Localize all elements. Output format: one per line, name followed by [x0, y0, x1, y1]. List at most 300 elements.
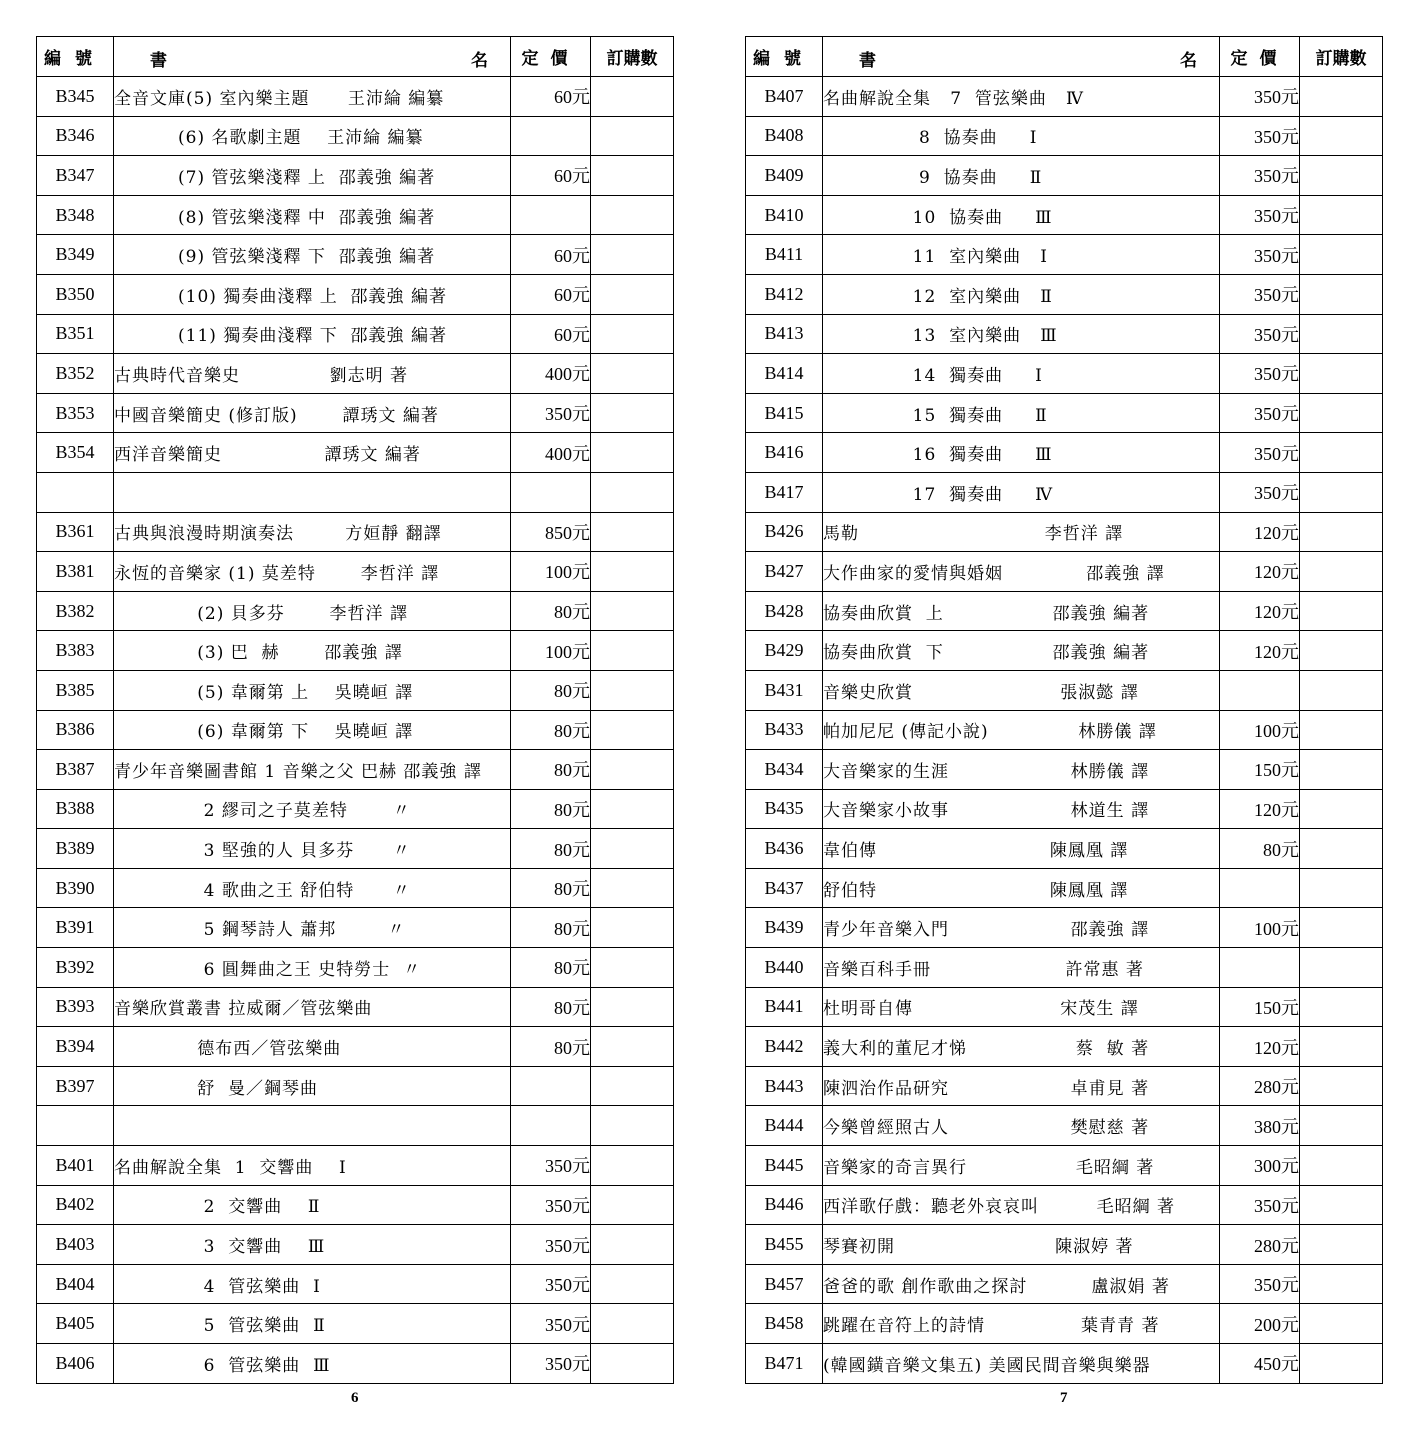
book-price: 280元	[1220, 1225, 1300, 1265]
order-qty-cell[interactable]	[1300, 789, 1383, 829]
table-row	[746, 868, 1383, 908]
table-row	[37, 1106, 674, 1146]
header-code: 編號	[746, 37, 823, 77]
order-qty-cell[interactable]	[1300, 1225, 1383, 1265]
book-title: 舒 曼／鋼琴曲	[114, 1066, 511, 1106]
book-code: B409	[746, 156, 823, 196]
order-qty-cell[interactable]	[1300, 868, 1383, 908]
table-row	[746, 274, 1383, 314]
book-code: B348	[37, 195, 114, 235]
order-qty-cell[interactable]	[591, 631, 674, 671]
book-code: B457	[746, 1264, 823, 1304]
book-price: 60元	[511, 235, 591, 275]
table-header-row	[746, 37, 1383, 77]
order-qty-cell[interactable]	[1300, 948, 1383, 988]
book-title: (5) 韋爾第 上 吳曉峘 譯	[114, 670, 511, 710]
book-code: B350	[37, 274, 114, 314]
book-title: 15 獨奏曲 Ⅱ	[823, 393, 1220, 433]
book-price: 80元	[511, 710, 591, 750]
order-qty-cell[interactable]	[591, 472, 674, 512]
book-price: 350元	[1220, 433, 1300, 473]
header-title	[823, 37, 1220, 77]
book-code: B391	[37, 908, 114, 948]
book-price	[511, 1066, 591, 1106]
book-code: B352	[37, 354, 114, 394]
book-title: 17 獨奏曲 Ⅳ	[823, 472, 1220, 512]
table-row	[37, 631, 674, 671]
book-code: B392	[37, 948, 114, 988]
table-row	[37, 710, 674, 750]
book-code: B431	[746, 670, 823, 710]
book-price: 60元	[511, 77, 591, 117]
table-row	[746, 314, 1383, 354]
book-price: 80元	[511, 948, 591, 988]
order-qty-cell[interactable]	[591, 591, 674, 631]
book-price: 350元	[1220, 1185, 1300, 1225]
book-code: B429	[746, 631, 823, 671]
book-price: 120元	[1220, 552, 1300, 592]
order-qty-cell[interactable]	[1300, 77, 1383, 117]
table-row	[37, 235, 674, 275]
table-row	[37, 156, 674, 196]
book-title: 舒伯特 陳鳳凰 譯	[823, 868, 1220, 908]
order-qty-cell[interactable]	[591, 1185, 674, 1225]
book-price: 100元	[1220, 710, 1300, 750]
book-title: 帕加尼尼 (傳記小說) 林勝儀 譯	[823, 710, 1220, 750]
book-title: 12 室內樂曲 Ⅱ	[823, 274, 1220, 314]
book-code: B446	[746, 1185, 823, 1225]
table-row	[37, 1304, 674, 1344]
book-title: 6 管弦樂曲 Ⅲ	[114, 1344, 511, 1384]
book-title: (3) 巴 赫 邵義強 譯	[114, 631, 511, 671]
book-code: B406	[37, 1344, 114, 1384]
book-code: B428	[746, 591, 823, 631]
order-qty-cell[interactable]	[591, 1106, 674, 1146]
order-qty-cell[interactable]	[1300, 512, 1383, 552]
table-row	[37, 195, 674, 235]
book-price: 450元	[1220, 1344, 1300, 1384]
book-title: 古典與浪漫時期演奏法 方姮靜 翻譯	[114, 512, 511, 552]
page-number-right: 7	[1060, 1390, 1068, 1406]
order-qty-cell[interactable]	[1300, 710, 1383, 750]
book-price: 350元	[1220, 77, 1300, 117]
order-qty-cell[interactable]	[591, 156, 674, 196]
order-qty-cell[interactable]	[1300, 393, 1383, 433]
order-qty-cell[interactable]	[1300, 987, 1383, 1027]
table-row	[37, 512, 674, 552]
header-title-right: 名	[471, 51, 488, 71]
book-code: B389	[37, 829, 114, 869]
order-qty-cell[interactable]	[1300, 1344, 1383, 1384]
table-row	[37, 670, 674, 710]
order-qty-cell[interactable]	[1300, 116, 1383, 156]
book-price	[511, 1106, 591, 1146]
order-qty-cell[interactable]	[1300, 314, 1383, 354]
book-price: 80元	[511, 829, 591, 869]
catalog-table-left	[36, 36, 674, 1384]
order-qty-cell[interactable]	[591, 750, 674, 790]
book-code	[37, 1106, 114, 1146]
order-qty-cell[interactable]	[591, 195, 674, 235]
table-row	[37, 789, 674, 829]
book-price	[511, 472, 591, 512]
table-row	[746, 77, 1383, 117]
book-title: 協奏曲欣賞 上 邵義強 編著	[823, 591, 1220, 631]
book-price: 80元	[511, 1027, 591, 1067]
book-code: B408	[746, 116, 823, 156]
book-title: 8 協奏曲 Ⅰ	[823, 116, 1220, 156]
book-code: B435	[746, 789, 823, 829]
order-qty-cell[interactable]	[591, 552, 674, 592]
book-code: B444	[746, 1106, 823, 1146]
header-qty: 訂購數	[1300, 37, 1383, 77]
table-row	[37, 948, 674, 988]
book-code: B404	[37, 1264, 114, 1304]
book-code: B397	[37, 1066, 114, 1106]
book-code: B433	[746, 710, 823, 750]
order-qty-cell[interactable]	[1300, 1066, 1383, 1106]
order-qty-cell[interactable]	[591, 116, 674, 156]
header-title-right: 名	[1180, 51, 1197, 71]
book-code: B445	[746, 1146, 823, 1186]
table-row	[37, 591, 674, 631]
book-price: 80元	[511, 868, 591, 908]
book-title: 韋伯傳 陳鳳凰 譯	[823, 829, 1220, 869]
book-price: 350元	[1220, 393, 1300, 433]
book-code: B407	[746, 77, 823, 117]
order-qty-cell[interactable]	[1300, 591, 1383, 631]
book-price: 350元	[511, 1225, 591, 1265]
order-qty-cell[interactable]	[591, 1066, 674, 1106]
order-qty-cell[interactable]	[591, 1344, 674, 1384]
book-title: 義大利的董尼才悌 蔡 敏 著	[823, 1027, 1220, 1067]
table-row	[37, 433, 674, 473]
order-qty-cell[interactable]	[1300, 1264, 1383, 1304]
book-title: 4 歌曲之王 舒伯特 〃	[114, 868, 511, 908]
table-row	[746, 1264, 1383, 1304]
book-price: 350元	[511, 1185, 591, 1225]
book-title: 大作曲家的愛情與婚姻 邵義強 譯	[823, 552, 1220, 592]
order-qty-cell[interactable]	[591, 710, 674, 750]
order-qty-cell[interactable]	[591, 789, 674, 829]
book-code: B440	[746, 948, 823, 988]
book-title: (韓國鐄音樂文集五) 美國民間音樂與樂器	[823, 1344, 1220, 1384]
table-row	[746, 670, 1383, 710]
book-code: B361	[37, 512, 114, 552]
book-price: 350元	[1220, 472, 1300, 512]
book-code: B411	[746, 235, 823, 275]
header-price: 定價	[1220, 37, 1300, 77]
book-code: B393	[37, 987, 114, 1027]
order-qty-cell[interactable]	[591, 77, 674, 117]
book-title: 古典時代音樂史 劉志明 著	[114, 354, 511, 394]
table-row	[37, 77, 674, 117]
table-row	[746, 433, 1383, 473]
book-code: B390	[37, 868, 114, 908]
order-qty-cell[interactable]	[591, 512, 674, 552]
book-price	[1220, 868, 1300, 908]
order-qty-cell[interactable]	[1300, 1027, 1383, 1067]
table-row	[746, 156, 1383, 196]
order-qty-cell[interactable]	[1300, 829, 1383, 869]
book-price: 350元	[1220, 1264, 1300, 1304]
book-title	[114, 472, 511, 512]
table-row	[37, 750, 674, 790]
book-price	[511, 195, 591, 235]
table-row	[37, 1344, 674, 1384]
book-code: B387	[37, 750, 114, 790]
book-title: 11 室內樂曲 Ⅰ	[823, 235, 1220, 275]
order-qty-cell[interactable]	[591, 1225, 674, 1265]
order-qty-cell[interactable]	[591, 1264, 674, 1304]
book-title: 馬勒 李哲洋 譯	[823, 512, 1220, 552]
book-price: 350元	[1220, 274, 1300, 314]
book-price: 80元	[511, 908, 591, 948]
order-qty-cell[interactable]	[591, 393, 674, 433]
book-code: B382	[37, 591, 114, 631]
book-title: 今樂曾經照古人 樊慰慈 著	[823, 1106, 1220, 1146]
book-title: 大音樂家小故事 林道生 譯	[823, 789, 1220, 829]
table-row	[746, 195, 1383, 235]
book-price: 60元	[511, 274, 591, 314]
order-qty-cell[interactable]	[1300, 354, 1383, 394]
book-title: 永恆的音樂家 (1) 莫差特 李哲洋 譯	[114, 552, 511, 592]
book-price: 100元	[511, 631, 591, 671]
book-code: B443	[746, 1066, 823, 1106]
order-qty-cell[interactable]	[591, 1304, 674, 1344]
book-title: 名曲解說全集 7 管弦樂曲 Ⅳ	[823, 77, 1220, 117]
order-qty-cell[interactable]	[591, 433, 674, 473]
order-qty-cell[interactable]	[1300, 908, 1383, 948]
book-price: 350元	[511, 393, 591, 433]
book-code: B410	[746, 195, 823, 235]
book-title: 6 圓舞曲之王 史特勞士 〃	[114, 948, 511, 988]
table-row	[746, 1027, 1383, 1067]
catalog-table-right	[745, 36, 1383, 1384]
book-title: 西洋音樂簡史 譚琇文 編著	[114, 433, 511, 473]
book-price	[1220, 670, 1300, 710]
order-qty-cell[interactable]	[1300, 235, 1383, 275]
order-qty-cell[interactable]	[1300, 1146, 1383, 1186]
book-code: B441	[746, 987, 823, 1027]
order-qty-cell[interactable]	[1300, 195, 1383, 235]
book-title: 3 交響曲 Ⅲ	[114, 1225, 511, 1265]
table-row	[37, 829, 674, 869]
table-row	[746, 631, 1383, 671]
order-qty-cell[interactable]	[1300, 156, 1383, 196]
book-title: 5 鋼琴詩人 蕭邦 〃	[114, 908, 511, 948]
table-row	[37, 354, 674, 394]
table-row	[746, 1146, 1383, 1186]
order-qty-cell[interactable]	[1300, 274, 1383, 314]
book-code: B383	[37, 631, 114, 671]
table-row	[746, 710, 1383, 750]
book-title: 青少年音樂圖書館 1 音樂之父 巴赫 邵義強 譯	[114, 750, 511, 790]
order-qty-cell[interactable]	[591, 314, 674, 354]
book-price: 400元	[511, 354, 591, 394]
order-qty-cell[interactable]	[1300, 631, 1383, 671]
book-title: (8) 管弦樂淺釋 中 邵義強 編著	[114, 195, 511, 235]
book-title: (6) 韋爾第 下 吳曉峘 譯	[114, 710, 511, 750]
book-code: B415	[746, 393, 823, 433]
table-row	[746, 1225, 1383, 1265]
book-code: B458	[746, 1304, 823, 1344]
header-price: 定價	[511, 37, 591, 77]
book-title: 德布西／管弦樂曲	[114, 1027, 511, 1067]
order-qty-cell[interactable]	[591, 829, 674, 869]
book-price: 100元	[511, 552, 591, 592]
book-price: 80元	[1220, 829, 1300, 869]
table-row	[746, 908, 1383, 948]
book-price: 60元	[511, 156, 591, 196]
order-qty-cell[interactable]	[591, 948, 674, 988]
book-price: 120元	[1220, 631, 1300, 671]
order-qty-cell[interactable]	[1300, 750, 1383, 790]
table-row	[746, 354, 1383, 394]
catalog-page-left	[36, 36, 674, 1384]
table-row	[746, 1106, 1383, 1146]
book-price: 350元	[511, 1304, 591, 1344]
book-title: 9 協奏曲 Ⅱ	[823, 156, 1220, 196]
table-row	[37, 274, 674, 314]
table-row	[746, 512, 1383, 552]
order-qty-cell[interactable]	[591, 908, 674, 948]
book-title: (7) 管弦樂淺釋 上 邵義強 編著	[114, 156, 511, 196]
table-row	[746, 1185, 1383, 1225]
book-title: 4 管弦樂曲 Ⅰ	[114, 1264, 511, 1304]
book-title: 音樂史欣賞 張淑懿 譯	[823, 670, 1220, 710]
book-code: B405	[37, 1304, 114, 1344]
order-qty-cell[interactable]	[1300, 472, 1383, 512]
book-price: 380元	[1220, 1106, 1300, 1146]
book-code: B413	[746, 314, 823, 354]
order-qty-cell[interactable]	[591, 868, 674, 908]
book-title: 3 堅強的人 貝多芬 〃	[114, 829, 511, 869]
book-title: 16 獨奏曲 Ⅲ	[823, 433, 1220, 473]
book-title: 西洋歌仔戲：聽老外哀哀叫 毛昭綱 著	[823, 1185, 1220, 1225]
book-code: B434	[746, 750, 823, 790]
book-title: 協奏曲欣賞 下 邵義強 編著	[823, 631, 1220, 671]
order-qty-cell[interactable]	[1300, 1304, 1383, 1344]
book-code: B426	[746, 512, 823, 552]
book-title: 跳躍在音符上的詩情 葉青青 著	[823, 1304, 1220, 1344]
order-qty-cell[interactable]	[591, 235, 674, 275]
book-title: (11) 獨奏曲淺釋 下 邵義強 編著	[114, 314, 511, 354]
book-price: 280元	[1220, 1066, 1300, 1106]
book-code: B437	[746, 868, 823, 908]
book-code: B349	[37, 235, 114, 275]
order-qty-cell[interactable]	[591, 274, 674, 314]
order-qty-cell[interactable]	[1300, 552, 1383, 592]
book-price: 100元	[1220, 908, 1300, 948]
book-code: B388	[37, 789, 114, 829]
book-code: B403	[37, 1225, 114, 1265]
order-qty-cell[interactable]	[1300, 1106, 1383, 1146]
book-title: 青少年音樂入門 邵義強 譯	[823, 908, 1220, 948]
book-title: 名曲解說全集 1 交響曲 Ⅰ	[114, 1146, 511, 1186]
book-title: 10 協奏曲 Ⅲ	[823, 195, 1220, 235]
table-row	[746, 1344, 1383, 1384]
book-title: (9) 管弦樂淺釋 下 邵義強 編著	[114, 235, 511, 275]
book-price: 80元	[511, 987, 591, 1027]
order-qty-cell[interactable]	[591, 1146, 674, 1186]
book-title: 全音文庫(5) 室內樂主題 王沛綸 編纂	[114, 77, 511, 117]
header-title	[114, 37, 511, 77]
table-body-left	[37, 77, 674, 1384]
book-price: 80元	[511, 591, 591, 631]
book-title: 2 繆司之子莫差特 〃	[114, 789, 511, 829]
book-price: 60元	[511, 314, 591, 354]
table-row	[37, 1225, 674, 1265]
table-row	[37, 908, 674, 948]
book-title: 大音樂家的生涯 林勝儀 譯	[823, 750, 1220, 790]
header-title-left: 書	[150, 51, 167, 71]
book-title: (10) 獨奏曲淺釋 上 邵義強 編著	[114, 274, 511, 314]
book-code: B345	[37, 77, 114, 117]
book-price: 350元	[1220, 195, 1300, 235]
book-code: B427	[746, 552, 823, 592]
table-row	[746, 789, 1383, 829]
book-title: (6) 名歌劇主題 王沛綸 編纂	[114, 116, 511, 156]
book-title: 5 管弦樂曲 Ⅱ	[114, 1304, 511, 1344]
book-title: 14 獨奏曲 Ⅰ	[823, 354, 1220, 394]
order-qty-cell[interactable]	[1300, 433, 1383, 473]
book-code: B386	[37, 710, 114, 750]
book-title: 琴賽初開 陳淑婷 著	[823, 1225, 1220, 1265]
order-qty-cell[interactable]	[591, 354, 674, 394]
book-title: 音樂家的奇言異行 毛昭綱 著	[823, 1146, 1220, 1186]
book-price: 120元	[1220, 512, 1300, 552]
book-code: B401	[37, 1146, 114, 1186]
book-price: 350元	[511, 1264, 591, 1304]
book-code: B346	[37, 116, 114, 156]
table-row	[37, 1185, 674, 1225]
order-qty-cell[interactable]	[591, 1027, 674, 1067]
table-row	[37, 1146, 674, 1186]
book-price: 350元	[1220, 354, 1300, 394]
page-number-left: 6	[351, 1390, 359, 1406]
book-title: 音樂百科手冊 許常惠 著	[823, 948, 1220, 988]
book-code: B471	[746, 1344, 823, 1384]
catalog-page-right	[745, 36, 1383, 1384]
book-code: B394	[37, 1027, 114, 1067]
order-qty-cell[interactable]	[1300, 670, 1383, 710]
order-qty-cell[interactable]	[591, 987, 674, 1027]
book-price: 150元	[1220, 750, 1300, 790]
book-title: 中國音樂簡史 (修訂版) 譚琇文 編著	[114, 393, 511, 433]
book-code: B417	[746, 472, 823, 512]
book-code: B439	[746, 908, 823, 948]
book-code: B436	[746, 829, 823, 869]
book-price: 150元	[1220, 987, 1300, 1027]
table-row	[37, 987, 674, 1027]
book-price: 80元	[511, 670, 591, 710]
book-title: 13 室內樂曲 Ⅲ	[823, 314, 1220, 354]
table-row	[746, 948, 1383, 988]
table-row	[746, 552, 1383, 592]
order-qty-cell[interactable]	[591, 670, 674, 710]
table-row	[37, 552, 674, 592]
book-price: 350元	[1220, 235, 1300, 275]
book-code: B442	[746, 1027, 823, 1067]
table-row	[37, 1264, 674, 1304]
order-qty-cell[interactable]	[1300, 1185, 1383, 1225]
book-price: 850元	[511, 512, 591, 552]
book-price: 80元	[511, 750, 591, 790]
table-row	[37, 314, 674, 354]
book-price: 200元	[1220, 1304, 1300, 1344]
table-row	[746, 591, 1383, 631]
